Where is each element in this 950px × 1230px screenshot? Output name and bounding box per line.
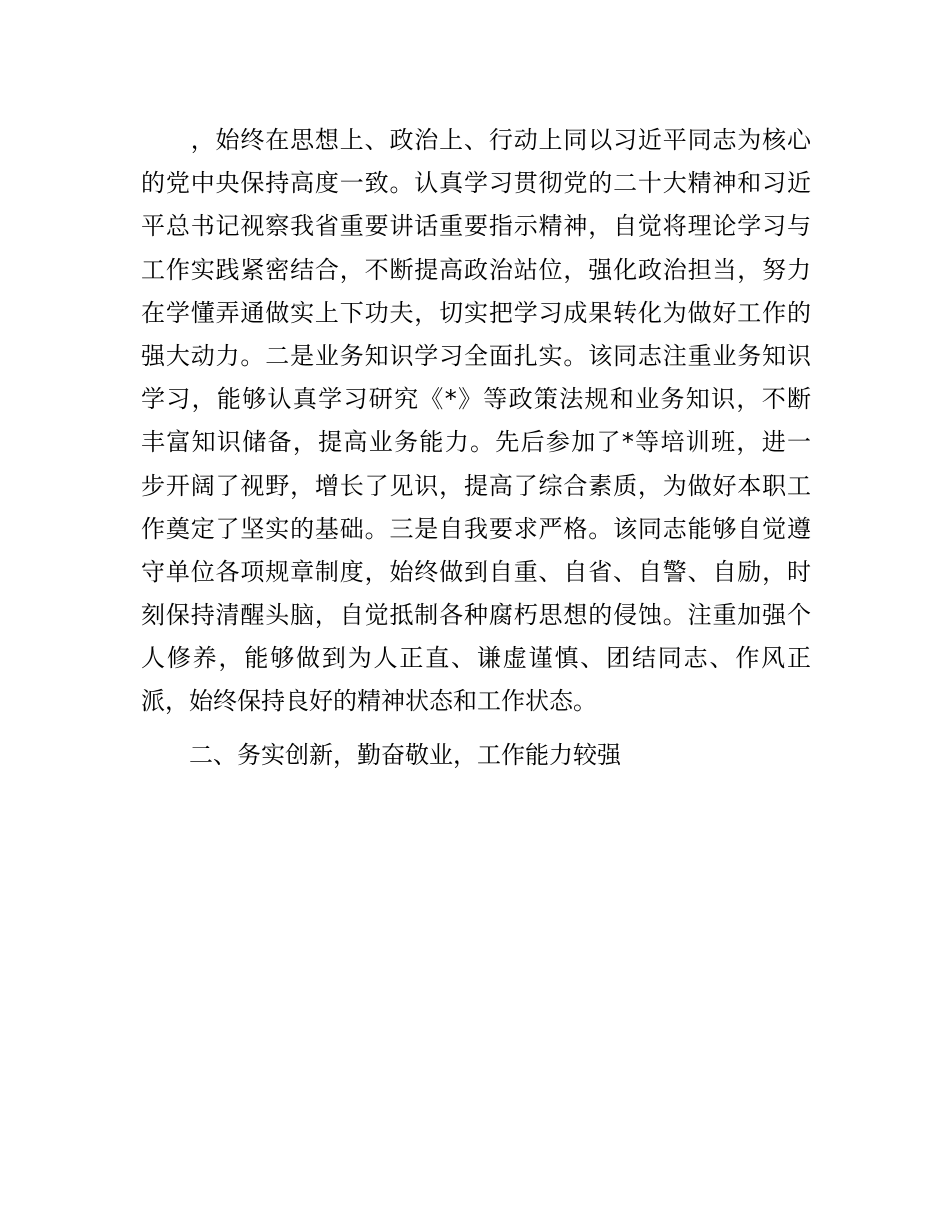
paragraph-line: ，始终在思想上、政治上、行动上同以习近平同志为核心 (141, 126, 811, 154)
paragraph-line: 人修养，能够做到为人正直、谦虚谨慎、团结同志、作风正 (141, 644, 811, 673)
paragraph-line: 步开阔了视野，增长了见识，提高了综合素质，为做好本职工 (141, 471, 811, 500)
paragraph-line: 强大动力。二是业务知识学习全面扎实。该同志注重业务知识 (141, 341, 811, 370)
paragraph-line: 的党中央保持高度一致。认真学习贯彻党的二十大精神和习近 (141, 169, 811, 198)
paragraph-line: 工作实践紧密结合，不断提高政治站位，强化政治担当，努力 (141, 255, 811, 284)
paragraph-line: 丰富知识储备，提高业务能力。先后参加了*等培训班，进一 (141, 428, 811, 457)
paragraph-line: 刻保持清醒头脑，自觉抵制各种腐朽思想的侵蚀。注重加强个 (141, 601, 811, 630)
paragraph-line: 平总书记视察我省重要讲话重要指示精神，自觉将理论学习与 (141, 212, 811, 241)
paragraph-line: 学习，能够认真学习研究《*》等政策法规和业务知识，不断 (141, 385, 811, 414)
section-heading: 二、务实创新，勤奋敬业，工作能力较强 (189, 741, 621, 769)
paragraph-line: 守单位各项规章制度，始终做到自重、自省、自警、自励，时 (141, 557, 811, 586)
paragraph-line: 作奠定了坚实的基础。三是自我要求严格。该同志能够自觉遵 (141, 514, 811, 543)
paragraph-line: 在学懂弄通做实上下功夫，切实把学习成果转化为做好工作的 (141, 298, 811, 327)
body-paragraph (141, 119, 811, 724)
paragraph-line: 派，始终保持良好的精神状态和工作状态。 (141, 687, 597, 716)
